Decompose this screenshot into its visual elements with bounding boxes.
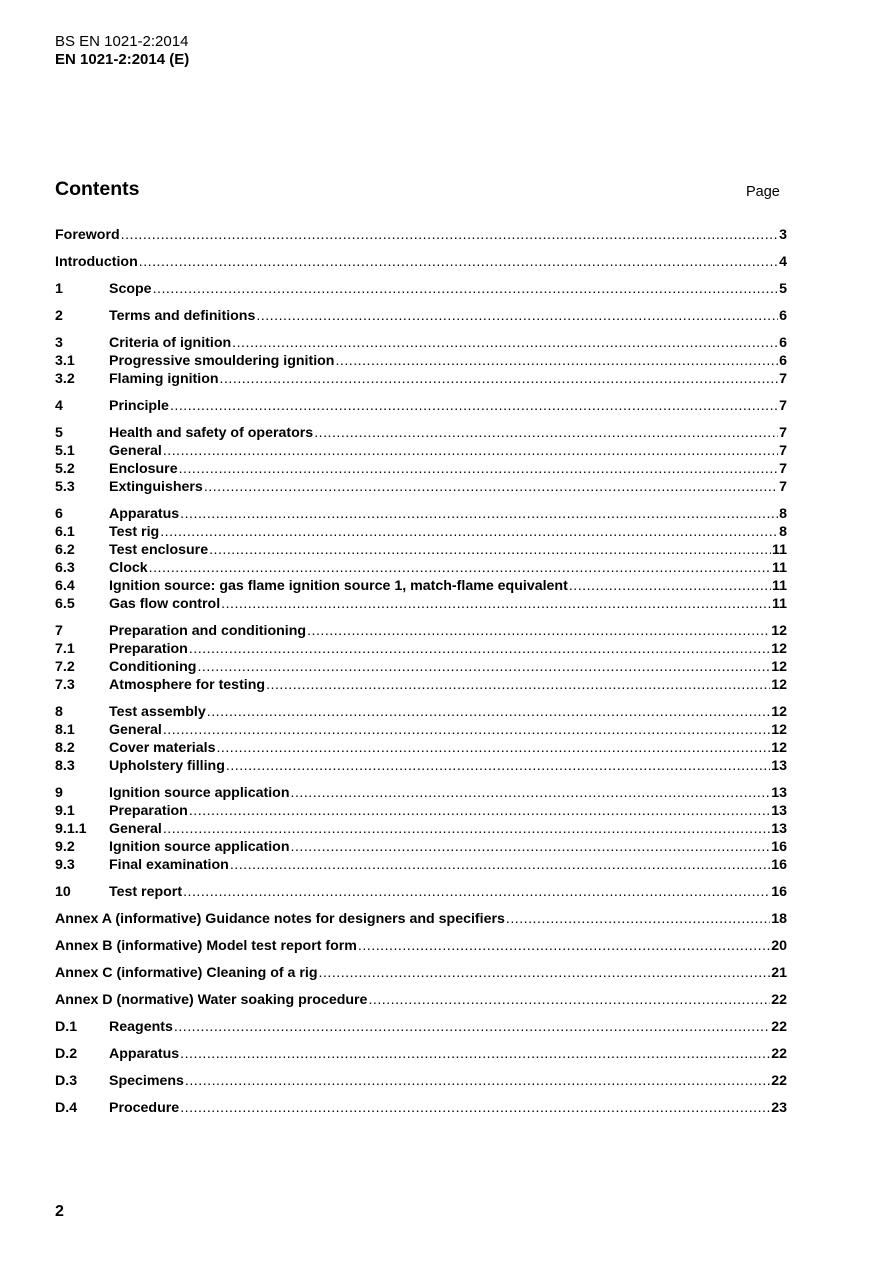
toc-dot-leader xyxy=(163,820,770,838)
toc-dot-leader xyxy=(232,334,778,352)
toc-entry-page: 7 xyxy=(779,371,787,387)
toc-entry-number: D.4 xyxy=(55,1100,78,1116)
toc-entry[interactable] xyxy=(55,334,787,352)
toc-dot-leader xyxy=(358,937,770,955)
toc-dot-leader xyxy=(139,253,778,271)
toc-dot-leader xyxy=(216,739,770,757)
toc-entry-page: 18 xyxy=(771,911,787,927)
toc-entry-number: D.3 xyxy=(55,1073,78,1089)
toc-entry-page: 22 xyxy=(771,992,787,1008)
toc-entry-title: Criteria of ignition xyxy=(109,335,232,351)
toc-entry-title: Test rig xyxy=(109,524,160,540)
toc-dot-leader xyxy=(506,910,770,928)
toc-entry-page: 23 xyxy=(771,1100,787,1116)
toc-entry-page: 12 xyxy=(771,677,787,693)
toc-dot-leader xyxy=(368,991,770,1009)
toc-entry[interactable] xyxy=(55,991,787,1009)
toc-dot-leader xyxy=(319,964,771,982)
toc-entry-number: 6.1 xyxy=(55,524,75,540)
toc-entry[interactable] xyxy=(55,352,787,370)
toc-entry-page: 12 xyxy=(771,623,787,639)
toc-entry-number: 6 xyxy=(55,506,63,522)
toc-entry-page: 12 xyxy=(771,722,787,738)
toc-dot-leader xyxy=(314,424,778,442)
toc-entry-number: 1 xyxy=(55,281,63,297)
toc-entry-number: 6.4 xyxy=(55,578,75,594)
toc-entry-title: Reagents xyxy=(109,1019,173,1035)
toc-entry-title: Principle xyxy=(109,398,169,414)
toc-entry-title: Test enclosure xyxy=(109,542,209,558)
toc-entry-title: Ignition source application xyxy=(109,785,290,801)
toc-entry-title: Preparation xyxy=(109,803,188,819)
toc-dot-leader xyxy=(221,595,771,613)
toc-dot-leader xyxy=(170,397,778,415)
toc-dot-leader xyxy=(183,883,770,901)
toc-dot-leader xyxy=(179,460,779,478)
toc-entry[interactable] xyxy=(55,658,787,676)
toc-entry-title: Atmosphere for testing xyxy=(109,677,266,693)
toc-entry[interactable] xyxy=(55,910,787,928)
toc-entry-title: Annex B (informative) Model test report form xyxy=(55,938,357,954)
toc-entry[interactable] xyxy=(55,253,787,271)
toc-dot-leader xyxy=(160,523,778,541)
toc-entry-page: 7 xyxy=(779,443,787,459)
toc-dot-leader xyxy=(185,1072,770,1090)
toc-entry-number: D.2 xyxy=(55,1046,78,1062)
document-code-language: EN 1021-2:2014 (E) xyxy=(55,51,190,68)
toc-entry-number: 8.2 xyxy=(55,740,75,756)
toc-entry-title: Introduction xyxy=(55,254,138,270)
toc-dot-leader xyxy=(189,640,770,658)
toc-dot-leader xyxy=(174,1018,770,1036)
toc-entry-number: 8.3 xyxy=(55,758,75,774)
toc-entry-title: Scope xyxy=(109,281,152,297)
toc-entry-page: 11 xyxy=(772,542,787,558)
toc-entry-number: 9.3 xyxy=(55,857,75,873)
toc-entry-number: 9.1 xyxy=(55,803,75,819)
toc-dot-leader xyxy=(189,802,770,820)
toc-entry[interactable] xyxy=(55,478,787,496)
toc-entry-title: General xyxy=(109,443,162,459)
toc-entry-page: 22 xyxy=(771,1019,787,1035)
toc-entry[interactable] xyxy=(55,802,787,820)
toc-entry-title: Enclosure xyxy=(109,461,178,477)
toc-entry-title: Conditioning xyxy=(109,659,197,675)
toc-entry-title: Procedure xyxy=(109,1100,180,1116)
toc-entry[interactable] xyxy=(55,838,787,856)
toc-dot-leader xyxy=(266,676,770,694)
toc-entry-number: 6.2 xyxy=(55,542,75,558)
toc-entry-number: 6.5 xyxy=(55,596,75,612)
toc-entry-number: 5.1 xyxy=(55,443,75,459)
toc-entry[interactable] xyxy=(55,784,787,802)
toc-entry-title: Upholstery filling xyxy=(109,758,225,774)
toc-entry-title: Extinguishers xyxy=(109,479,203,495)
toc-entry-number: 7.2 xyxy=(55,659,75,675)
toc-entry-title: Health and safety of operators xyxy=(109,425,314,441)
toc-dot-leader xyxy=(569,577,771,595)
toc-entry[interactable] xyxy=(55,820,787,838)
toc-entry[interactable] xyxy=(55,937,787,955)
toc-entry[interactable] xyxy=(55,883,787,901)
toc-entry-title: Annex C (informative) Cleaning of a rig xyxy=(55,965,318,981)
toc-entry-title: Terms and definitions xyxy=(109,308,256,324)
toc-entry-number: 9.1.1 xyxy=(55,821,87,837)
toc-entry-page: 8 xyxy=(779,524,787,540)
toc-dot-leader xyxy=(163,721,770,739)
toc-dot-leader xyxy=(220,370,779,388)
toc-entry-page: 11 xyxy=(772,596,787,612)
toc-entry-title: Annex A (informative) Guidance notes for designers and specifiers xyxy=(55,911,505,927)
toc-entry-number: 8 xyxy=(55,704,63,720)
toc-entry-number: D.1 xyxy=(55,1019,78,1035)
toc-entry-page: 13 xyxy=(771,785,787,801)
toc-entry[interactable] xyxy=(55,397,787,415)
toc-entry[interactable] xyxy=(55,739,787,757)
toc-entry-title: Foreword xyxy=(55,227,120,243)
toc-entry-page: 5 xyxy=(779,281,787,297)
toc-entry-title: Apparatus xyxy=(109,506,180,522)
toc-entry[interactable] xyxy=(55,460,787,478)
toc-entry-page: 7 xyxy=(779,461,787,477)
toc-entry-page: 11 xyxy=(772,578,787,594)
toc-entry-number: 5.3 xyxy=(55,479,75,495)
toc-entry[interactable] xyxy=(55,541,787,559)
toc-entry[interactable] xyxy=(55,1072,787,1090)
toc-entry-number: 5 xyxy=(55,425,63,441)
toc-entry-page: 13 xyxy=(771,821,787,837)
toc-dot-leader xyxy=(121,226,778,244)
toc-entry-page: 6 xyxy=(779,353,787,369)
toc-entry-title: Clock xyxy=(109,560,148,576)
toc-dot-leader xyxy=(163,442,778,460)
toc-entry-title: Preparation and conditioning xyxy=(109,623,307,639)
toc-entry[interactable] xyxy=(55,640,787,658)
toc-entry-title: Preparation xyxy=(109,641,188,657)
contents-title: Contents xyxy=(55,178,140,200)
toc-entry-page: 7 xyxy=(779,425,787,441)
toc-entry-page: 21 xyxy=(771,965,787,981)
toc-dot-leader xyxy=(307,622,770,640)
toc-entry-number: 3.1 xyxy=(55,353,75,369)
toc-entry[interactable] xyxy=(55,676,787,694)
toc-entry[interactable] xyxy=(55,1018,787,1036)
document-code: BS EN 1021-2:2014 xyxy=(55,33,189,50)
toc-entry[interactable] xyxy=(55,856,787,874)
toc-entry-page: 7 xyxy=(779,398,787,414)
toc-entry[interactable] xyxy=(55,622,787,640)
toc-dot-leader xyxy=(153,280,779,298)
toc-entry-number: 4 xyxy=(55,398,63,414)
toc-entry[interactable] xyxy=(55,307,787,325)
toc-entry-number: 9.2 xyxy=(55,839,75,855)
toc-entry-number: 3.2 xyxy=(55,371,75,387)
toc-dot-leader xyxy=(197,658,770,676)
toc-entry[interactable] xyxy=(55,442,787,460)
toc-entry-page: 16 xyxy=(771,884,787,900)
toc-entry-page: 11 xyxy=(772,560,787,576)
toc-entry-title: Ignition source: gas flame ignition source 1, match-flame equivalent xyxy=(109,578,568,594)
toc-entry[interactable] xyxy=(55,370,787,388)
toc-entry[interactable] xyxy=(55,757,787,775)
toc-entry[interactable] xyxy=(55,595,787,613)
toc-entry-page: 12 xyxy=(771,704,787,720)
toc-dot-leader xyxy=(149,559,771,577)
toc-entry[interactable] xyxy=(55,523,787,541)
toc-entry-title: General xyxy=(109,722,162,738)
toc-entry[interactable] xyxy=(55,703,787,721)
toc-dot-leader xyxy=(256,307,778,325)
toc-entry-title: Apparatus xyxy=(109,1046,180,1062)
toc-dot-leader xyxy=(180,1099,770,1117)
toc-entry-number: 7.3 xyxy=(55,677,75,693)
toc-entry-page: 8 xyxy=(779,506,787,522)
toc-entry-page: 12 xyxy=(771,740,787,756)
toc-entry-number: 7 xyxy=(55,623,63,639)
toc-entry-page: 16 xyxy=(771,839,787,855)
toc-entry-title: Annex D (normative) Water soaking procedure xyxy=(55,992,368,1008)
toc-entry-number: 6.3 xyxy=(55,560,75,576)
toc-dot-leader xyxy=(291,784,771,802)
toc-entry-title: Cover materials xyxy=(109,740,216,756)
toc-entry-page: 6 xyxy=(779,308,787,324)
toc-entry[interactable] xyxy=(55,559,787,577)
toc-dot-leader xyxy=(291,838,771,856)
toc-entry-page: 13 xyxy=(771,758,787,774)
toc-entry-page: 12 xyxy=(771,641,787,657)
toc-entry-page: 7 xyxy=(779,479,787,495)
toc-entry-title: Progressive smouldering ignition xyxy=(109,353,335,369)
toc-entry-title: Flaming ignition xyxy=(109,371,219,387)
toc-entry-number: 3 xyxy=(55,335,63,351)
toc-entry[interactable] xyxy=(55,505,787,523)
toc-entry-number: 10 xyxy=(55,884,71,900)
toc-entry-page: 20 xyxy=(771,938,787,954)
toc-entry[interactable] xyxy=(55,577,787,595)
toc-entry[interactable] xyxy=(55,964,787,982)
toc-entry-page: 16 xyxy=(771,857,787,873)
toc-dot-leader xyxy=(204,478,778,496)
toc-entry-page: 4 xyxy=(779,254,787,270)
toc-entry-number: 2 xyxy=(55,308,63,324)
toc-entry-title: Gas flow control xyxy=(109,596,221,612)
toc-dot-leader xyxy=(180,1045,770,1063)
toc-entry[interactable] xyxy=(55,226,787,244)
toc-dot-leader xyxy=(335,352,778,370)
toc-entry-title: Specimens xyxy=(109,1073,184,1089)
toc-entry-number: 9 xyxy=(55,785,63,801)
toc-entry-number: 8.1 xyxy=(55,722,75,738)
toc-entry-number: 5.2 xyxy=(55,461,75,477)
toc-dot-leader xyxy=(207,703,770,721)
toc-entry-page: 22 xyxy=(771,1073,787,1089)
page-column-label: Page xyxy=(746,184,780,200)
toc-entry[interactable] xyxy=(55,1045,787,1063)
toc-entry[interactable] xyxy=(55,280,787,298)
toc-entry-page: 6 xyxy=(779,335,787,351)
toc-entry-title: Final examination xyxy=(109,857,229,873)
toc-entry-page: 22 xyxy=(771,1046,787,1062)
toc-entry-title: Test report xyxy=(109,884,183,900)
toc-dot-leader xyxy=(226,757,770,775)
toc-dot-leader xyxy=(180,505,778,523)
toc-entry[interactable] xyxy=(55,721,787,739)
toc-entry-number: 7.1 xyxy=(55,641,75,657)
toc-dot-leader xyxy=(209,541,771,559)
toc-entry-title: Ignition source application xyxy=(109,839,290,855)
toc-dot-leader xyxy=(230,856,770,874)
toc-entry[interactable] xyxy=(55,424,787,442)
toc-entry-page: 13 xyxy=(771,803,787,819)
toc-entry-page: 12 xyxy=(771,659,787,675)
toc-entry-title: General xyxy=(109,821,162,837)
toc-entry[interactable] xyxy=(55,1099,787,1117)
page-number: 2 xyxy=(55,1203,64,1220)
toc-entry-page: 3 xyxy=(779,227,787,243)
toc-entry-title: Test assembly xyxy=(109,704,206,720)
